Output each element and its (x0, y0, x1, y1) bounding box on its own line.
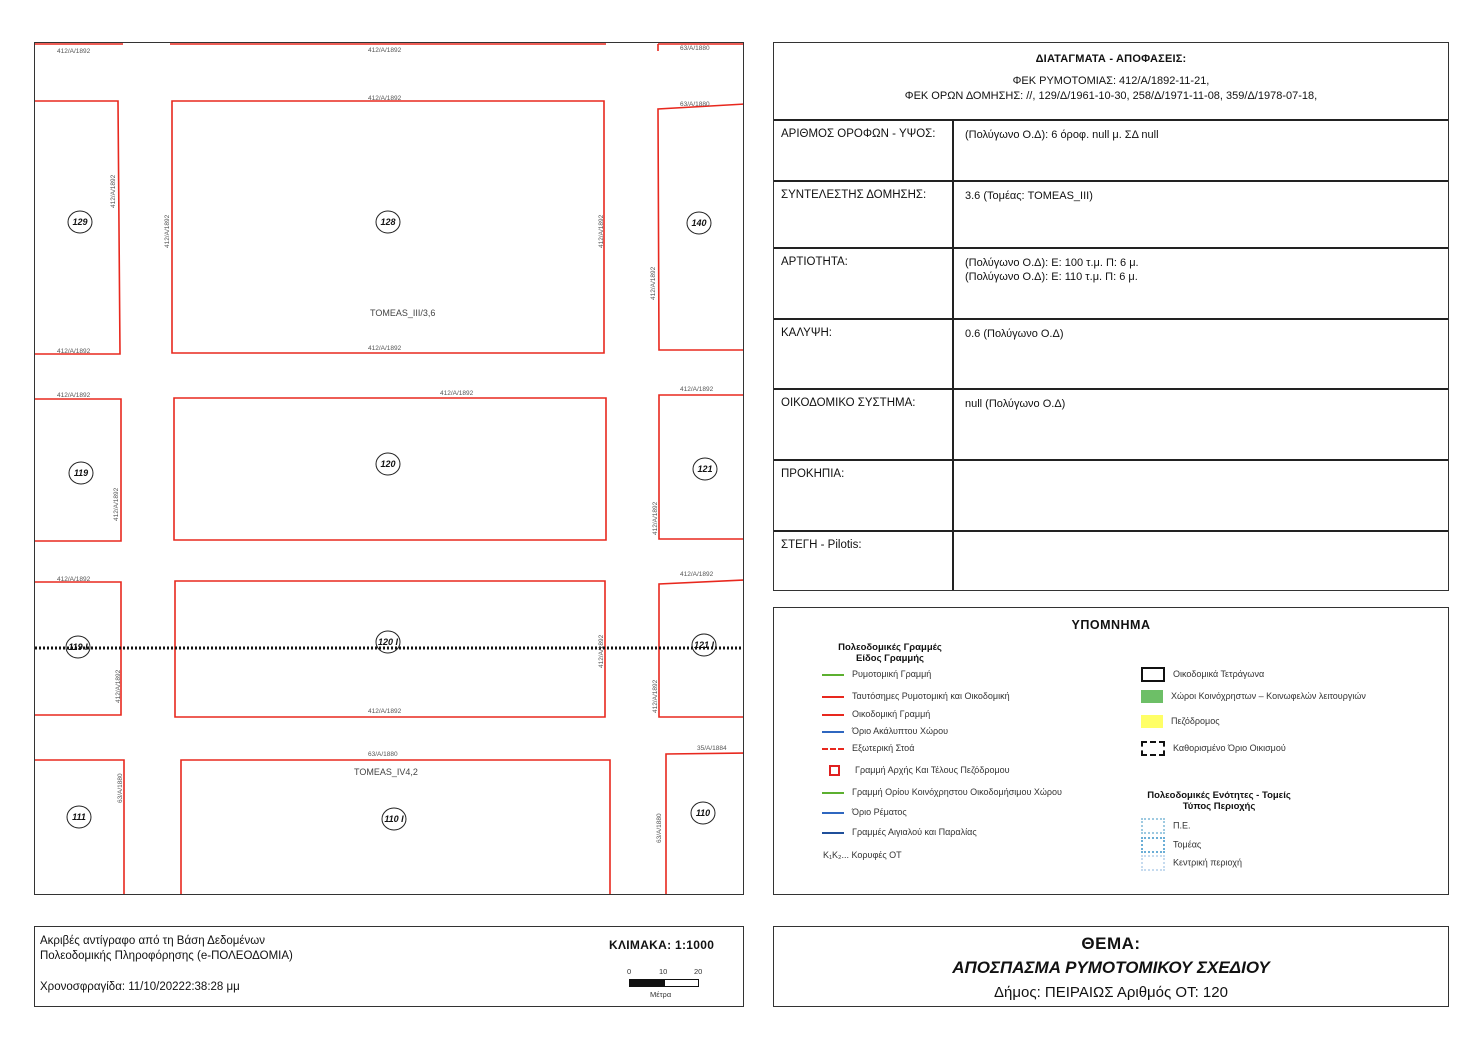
line-label: 412/Α/1892 (57, 392, 91, 399)
row-value-group (954, 249, 1448, 318)
scale-bar (664, 979, 699, 987)
dotted-box-icon (1141, 837, 1165, 853)
legend-item (822, 741, 914, 755)
legend-label: K₁K₂... Κορυφές ΟΤ (823, 850, 902, 860)
legend-item (1141, 741, 1286, 755)
line-label: 412/Α/1892 (115, 669, 122, 703)
row-label: ΚΑΛΥΨΗ: (774, 320, 954, 388)
legend-label: Γραμμές Αιγιαλού και Παραλίας (852, 827, 977, 837)
line-label: 412/Α/1892 (368, 708, 402, 715)
table-row (774, 249, 1448, 320)
table-row (774, 182, 1448, 249)
line-label: 412/Α/1892 (368, 47, 402, 54)
copy-panel (34, 926, 744, 1007)
legend-label: Όριο Ακάλυπτου Χώρου (852, 726, 949, 736)
legend-heading-line: Πολεοδομικές Ενότητες - Τομείς (1147, 790, 1291, 801)
row-value: null (Πολύγωνο Ο.Δ) (965, 398, 1066, 410)
block-number: 119 (73, 468, 89, 478)
map-panel[interactable] (34, 42, 744, 895)
legend-item (822, 825, 977, 839)
legend-item (823, 848, 902, 862)
line-symbol (822, 792, 844, 794)
legend-label: Γραμμή Ορίου Κοινόχρηστου Οικοδομήσιμου Χώρου (852, 787, 1062, 797)
line-label: 412/Α/1892 (110, 174, 117, 208)
block-number: 121 I (693, 640, 715, 650)
line-label: 412/Α/1892 (57, 48, 91, 55)
fek-oron-domisis: ΦΕΚ ΟΡΩΝ ΔΟΜΗΣΗΣ: //, 129/Δ/1961-10-30, 258/Δ/1971-11-08, 359/Δ/1978-07-18, (904, 90, 1318, 102)
legend-label: Ταυτόσημες Ρυμοτομική και Οικοδομική (852, 691, 1010, 701)
table-row (774, 121, 1448, 182)
legend-label: Τομέας (1173, 839, 1202, 850)
line-label: 63/Α/1880 (368, 751, 398, 758)
scale-tick: 10 (659, 967, 668, 976)
legend-item (1141, 855, 1242, 869)
theme-title: ΑΠΟΣΠΑΣΜΑ ΡΥΜΟΤΟΜΙΚΟΥ ΣΧΕΔΙΟΥ (952, 958, 1270, 977)
legend-item (1141, 689, 1366, 703)
row-label: ΣΤΕΓΗ - Pilotis: (774, 532, 954, 590)
row-label: ΣΥΝΤΕΛΕΣΤΗΣ ΔΟΜΗΣΗΣ: (774, 182, 954, 247)
legend-panel (773, 607, 1449, 895)
line-label: 412/Α/1892 (368, 345, 402, 352)
line-label: 412/Α/1892 (164, 214, 171, 248)
table-row (774, 461, 1448, 532)
row-value (954, 461, 1448, 530)
dashed-line-symbol (822, 748, 844, 750)
block-number: 128 (380, 217, 396, 227)
legend-item (822, 707, 930, 721)
legend-item (822, 805, 907, 819)
legend-item (822, 689, 1010, 703)
legend-item (1141, 818, 1191, 832)
block-number: 129 (72, 217, 88, 227)
line-label: 63/Α/1880 (680, 45, 710, 52)
dashed-box-icon (1141, 741, 1165, 756)
row-value: (Πολύγωνο Ο.Δ): 6 όροφ. null μ. ΣΔ null (965, 129, 1159, 141)
table-row (774, 390, 1448, 461)
block-number: 121 (697, 464, 713, 474)
legend-title: ΥΠΟΜΝΗΜΑ (1071, 618, 1151, 632)
decrees-panel (773, 42, 1449, 591)
legend-label: Εξωτερική Στοά (852, 743, 915, 753)
timestamp: Χρονοσφραγίδα: 11/10/20222:38:28 μμ (40, 981, 240, 993)
row-label: ΠΡΟΚΗΠΙΑ: (774, 461, 954, 530)
legend-label: Κεντρική περιοχή (1173, 857, 1243, 868)
line-symbol (822, 674, 844, 676)
row-label: ΑΡΙΘΜΟΣ ΟΡΟΦΩΝ - ΥΨΟΣ: (774, 121, 954, 180)
legend-heading-line: Τύπος Περιοχής (1182, 801, 1256, 812)
row-value: (Πολύγωνο Ο.Δ): Ε: 100 τ.μ. Π: 6 μ. (965, 257, 1139, 269)
block-number: 120 (380, 459, 396, 469)
dotted-box-icon (1141, 818, 1165, 834)
decrees-header (774, 43, 1448, 121)
row-value (954, 532, 1448, 590)
line-label: 63/Α/1880 (656, 813, 663, 843)
legend-item (822, 667, 931, 681)
legend-units-heading (1134, 790, 1304, 812)
line-label: 63/Α/1880 (680, 101, 710, 108)
legend-item (822, 763, 1010, 777)
sector-label: TOMEAS_III/3,6 (370, 308, 436, 318)
legend-label: Π.Ε. (1173, 820, 1191, 831)
line-label: 412/Α/1892 (440, 390, 474, 397)
line-symbol (822, 812, 844, 814)
scale-label: ΚΛΙΜΑΚΑ: 1:1000 (609, 938, 715, 952)
line-symbol (822, 696, 844, 698)
scale-tick: 0 (627, 967, 632, 976)
line-label: 412/Α/1892 (652, 679, 659, 713)
row-value: 0.6 (Πολύγωνο Ο.Δ) (965, 328, 1064, 340)
legend-label: Πεζόδρομος (1171, 716, 1220, 726)
legend-item (1141, 667, 1264, 681)
legend-lines-heading (830, 642, 950, 664)
legend-heading-line: Είδος Γραμμής (856, 653, 924, 664)
scale-tick: 20 (694, 967, 703, 976)
yellow-fill-icon (1141, 715, 1163, 728)
legend-heading-line: Πολεοδομικές Γραμμές (838, 642, 942, 653)
line-symbol (822, 714, 844, 716)
legend-item (822, 724, 948, 738)
line-label: 412/Α/1892 (113, 487, 120, 521)
line-label: 412/Α/1892 (652, 501, 659, 535)
legend-label: Χώροι Κοινόχρηστων – Κοινωφελών λειτουργιών (1171, 691, 1366, 701)
copy-text: Ακριβές αντίγραφο από τη Βάση Δεδομένων (40, 935, 265, 947)
block-box-icon (1141, 667, 1165, 682)
row-label: ΟΙΚΟΔΟΜΙΚΟ ΣΥΣΤΗΜΑ: (774, 390, 954, 459)
line-label: 412/Α/1892 (680, 571, 714, 578)
theme-subtitle: Δήμος: ΠΕΙΡΑΙΩΣ Αριθμός ΟΤ: 120 (994, 984, 1228, 1001)
line-label: 412/Α/1892 (650, 266, 657, 300)
map-canvas[interactable] (35, 43, 744, 895)
line-symbol (822, 731, 844, 733)
legend-label: Οικοδομική Γραμμή (852, 709, 931, 719)
line-label: 35/Α/1884 (697, 745, 727, 752)
block-number: 110 (695, 808, 711, 818)
line-label: 412/Α/1892 (57, 348, 91, 355)
line-label: 412/Α/1892 (598, 634, 605, 668)
line-label: 412/Α/1892 (57, 576, 91, 583)
green-fill-icon (1141, 690, 1163, 703)
decrees-title: ΔΙΑΤΑΓΜΑΤΑ - ΑΠΟΦΑΣΕΙΣ: (1035, 53, 1187, 65)
legend-item (822, 785, 1062, 799)
legend-label: Ρυμοτομική Γραμμή (852, 669, 932, 679)
row-value: 3.6 (Τομέας: TOMEAS_III) (965, 190, 1093, 202)
scale-bar (629, 979, 664, 987)
row-label: ΑΡΤΙΟΤΗΤΑ: (774, 249, 954, 318)
block-number: 120 I (377, 637, 399, 647)
block-number: 110 I (384, 814, 404, 824)
legend-label: Όριο Ρέματος (852, 807, 907, 817)
line-label: 412/Α/1892 (598, 214, 605, 248)
copy-text: Πολεοδομικής Πληροφόρησης (e-ΠΟΛΕΟΔΟΜΙΑ) (40, 950, 293, 962)
legend-label: Οικοδομικά Τετράγωνα (1173, 669, 1265, 679)
block-number: 140 (691, 218, 707, 228)
legend-label: Γραμμή Αρχής Και Τέλους Πεζόδρομου (855, 765, 1010, 775)
scale-unit: Μέτρα (650, 990, 672, 999)
dotted-box-icon (1141, 855, 1165, 871)
theme-label: ΘΕΜΑ: (1081, 934, 1141, 953)
line-symbol (822, 832, 844, 834)
legend-item (1141, 837, 1201, 851)
line-label: 412/Α/1892 (680, 386, 714, 393)
legend-label: Καθορισμένο Όριο Οικισμού (1173, 743, 1286, 753)
legend-item (1141, 714, 1220, 728)
row-value: (Πολύγωνο Ο.Δ): Ε: 110 τ.μ. Π: 6 μ. (965, 271, 1138, 283)
block-number: 111 (72, 812, 86, 822)
fek-rymotomias: ΦΕΚ ΡΥΜΟΤΟΜΙΑΣ: 412/Α/1892-11-21, (1012, 75, 1210, 87)
line-label: 412/Α/1892 (368, 95, 402, 102)
line-label: 63/Α/1880 (117, 773, 124, 803)
table-row (774, 532, 1448, 590)
square-marker-icon (829, 765, 840, 776)
sector-label: TOMEAS_IV4,2 (354, 767, 418, 777)
theme-panel (773, 926, 1449, 1007)
block-number: 119 I (68, 642, 88, 652)
table-row (774, 320, 1448, 390)
